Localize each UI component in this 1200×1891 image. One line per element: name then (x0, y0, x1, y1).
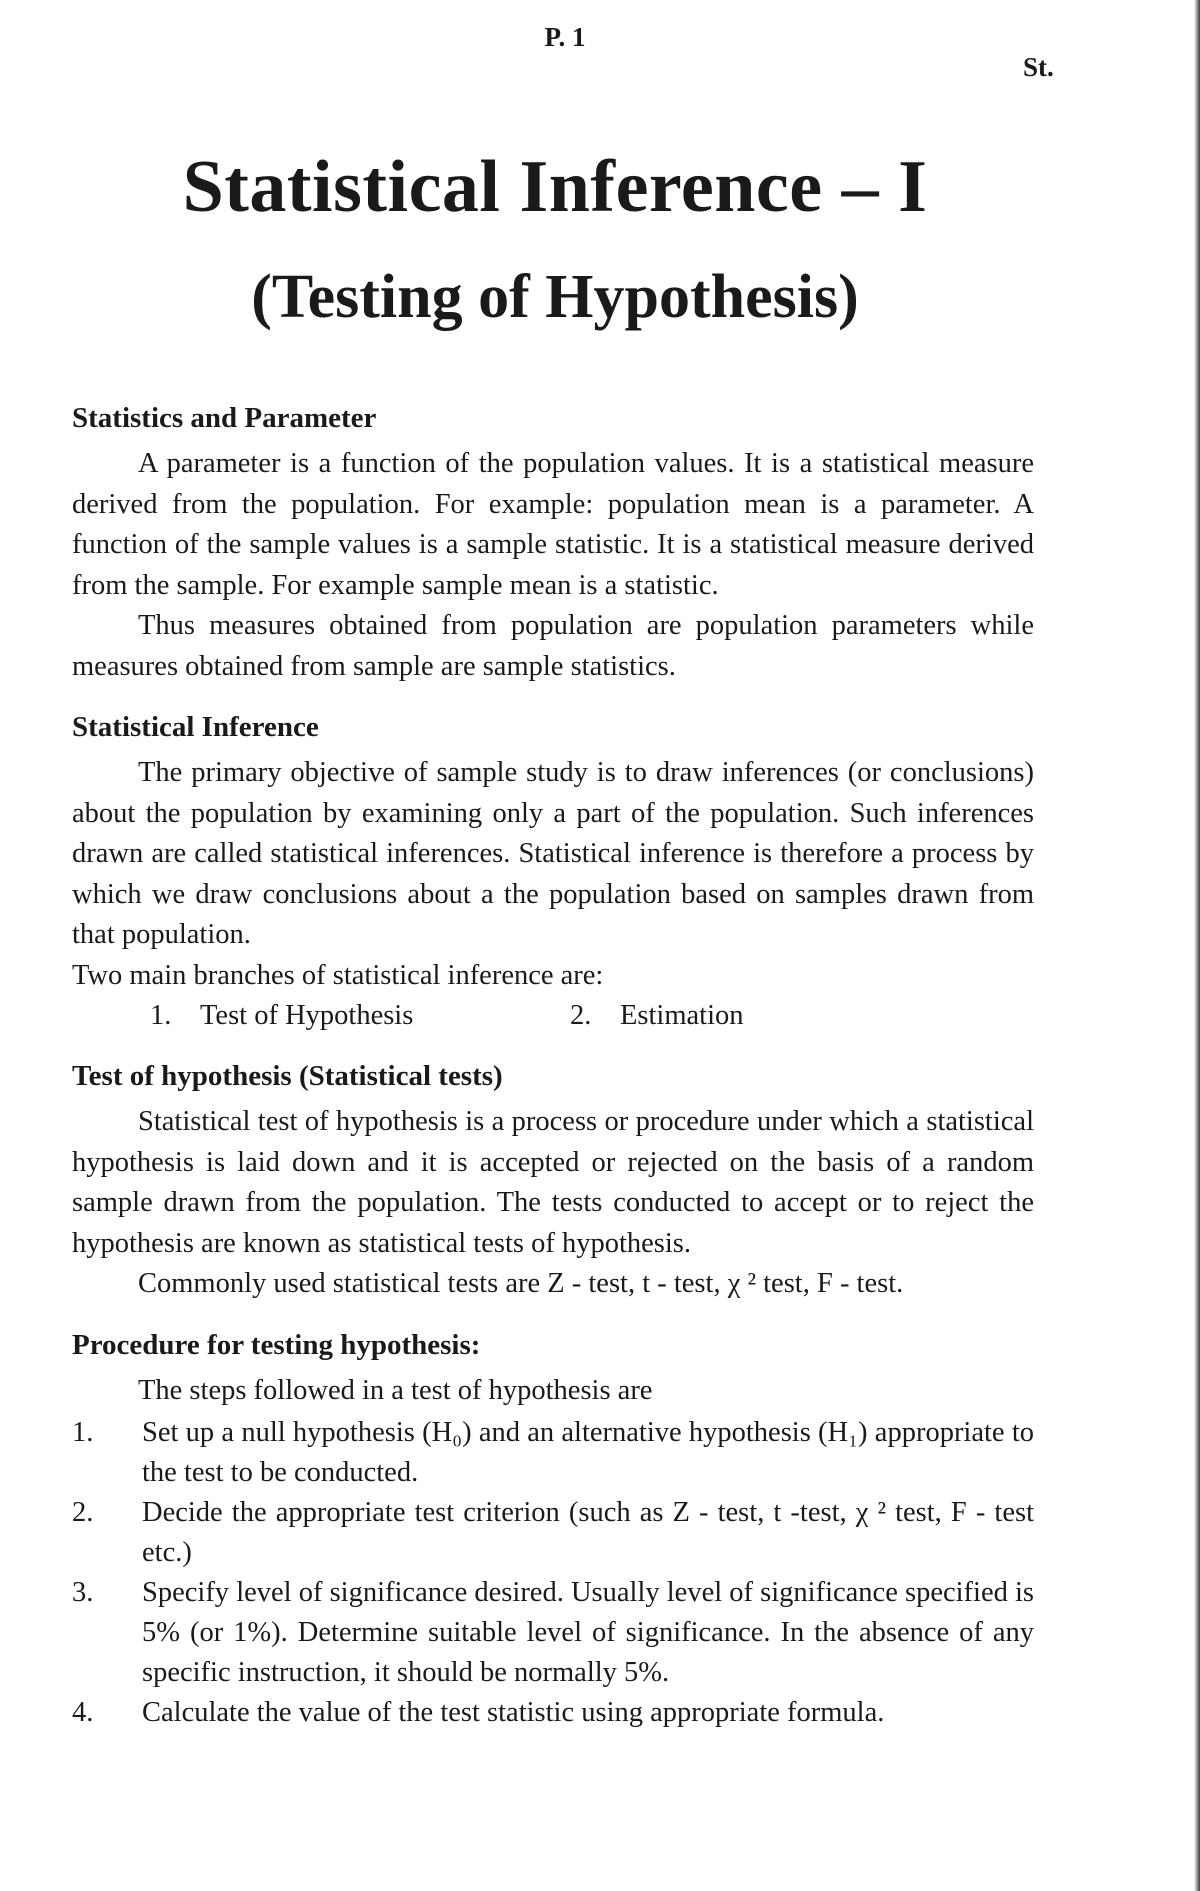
paragraph: The steps followed in a test of hypothesis are (138, 1374, 653, 1406)
steps-list (72, 1413, 1034, 1733)
paragraph: Commonly used statistical tests are Z - test, t - test, χ ² test, F - test. (138, 1268, 904, 1299)
section-statistical-inference (72, 707, 1034, 1036)
list-text: Estimation (620, 1000, 744, 1031)
section-heading: Procedure for testing hypothesis: (72, 1328, 481, 1361)
chapter-title: Statistical Inference – I (182, 146, 928, 228)
list-item (72, 1413, 1034, 1493)
paragraph: Statistical test of hypothesis is a process or procedure under which a statistical hypothesis is laid down and it is accepted or rejected on the basis of a random sample drawn from the population. The tests conducted to accept or to reject the hypothesis are known as statistical tests of hypothesis. (72, 1106, 1034, 1259)
paragraph: The primary objective of sample study is to draw inferences (or conclusions) about the population by examining only a part of the population. Such inferences drawn are called statistical inferences. Statistical inference is therefore a process by which we draw conclusions about a the population based on samples drawn from that population. (72, 757, 1034, 950)
list-text: Calculate the value of the test statistic using appropriate formula. (142, 1697, 885, 1728)
branch-list (72, 996, 1034, 1036)
list-item (72, 1573, 1034, 1693)
list-item (570, 996, 744, 1036)
list-number: 2. (570, 1000, 592, 1031)
list-item (72, 1493, 1034, 1573)
list-text: Specify level of significance desired. Usually level of significance specified is 5% (or 1%). Determine suitable level of significance. In the absence of any specific instruction, it should be normally 5%. (142, 1577, 1034, 1688)
list-text: Set up a null hypothesis (H₀) and an alternative hypothesis (H₁) appropriate to the test to be conducted. (142, 1417, 1034, 1488)
section-heading: Statistical Inference (72, 711, 319, 743)
section-procedure (72, 1325, 1034, 1734)
section-test-of-hypothesis (72, 1056, 1034, 1305)
page-body (72, 398, 1034, 1753)
paragraph: Two main branches of statistical inference are: (72, 959, 604, 991)
page-number: P. 1 (544, 22, 586, 52)
list-number: 1. (150, 1000, 172, 1031)
chapter-subtitle: (Testing of Hypothesis) (251, 263, 859, 331)
list-number: 2. (72, 1497, 94, 1528)
paragraph: A parameter is a function of the population values. It is a statistical measure derived from the population. For example: population mean is a parameter. A function of the sample values is a sample statistic. It is a statistical measure derived from the sample. For example sample mean is a statistic. (72, 448, 1034, 601)
page-edge-shadow (1194, 0, 1200, 1891)
section-statistics-parameter (72, 398, 1034, 687)
chapter-code: St. (1023, 52, 1054, 82)
list-item (150, 996, 570, 1036)
section-heading: Test of hypothesis (Statistical tests) (72, 1060, 503, 1092)
list-number: 1. (72, 1417, 94, 1448)
paragraph: Thus measures obtained from population are population parameters while measures obtained from sample are sample statistics. (72, 610, 1034, 682)
section-heading: Statistics and Parameter (72, 402, 377, 434)
list-number: 4. (72, 1697, 94, 1728)
list-text: Decide the appropriate test criterion (such as Z - test, t -test, χ ² test, F - test etc.) (142, 1497, 1034, 1568)
list-number: 3. (72, 1577, 94, 1608)
list-text: Test of Hypothesis (200, 1000, 414, 1031)
list-item (72, 1693, 1034, 1733)
